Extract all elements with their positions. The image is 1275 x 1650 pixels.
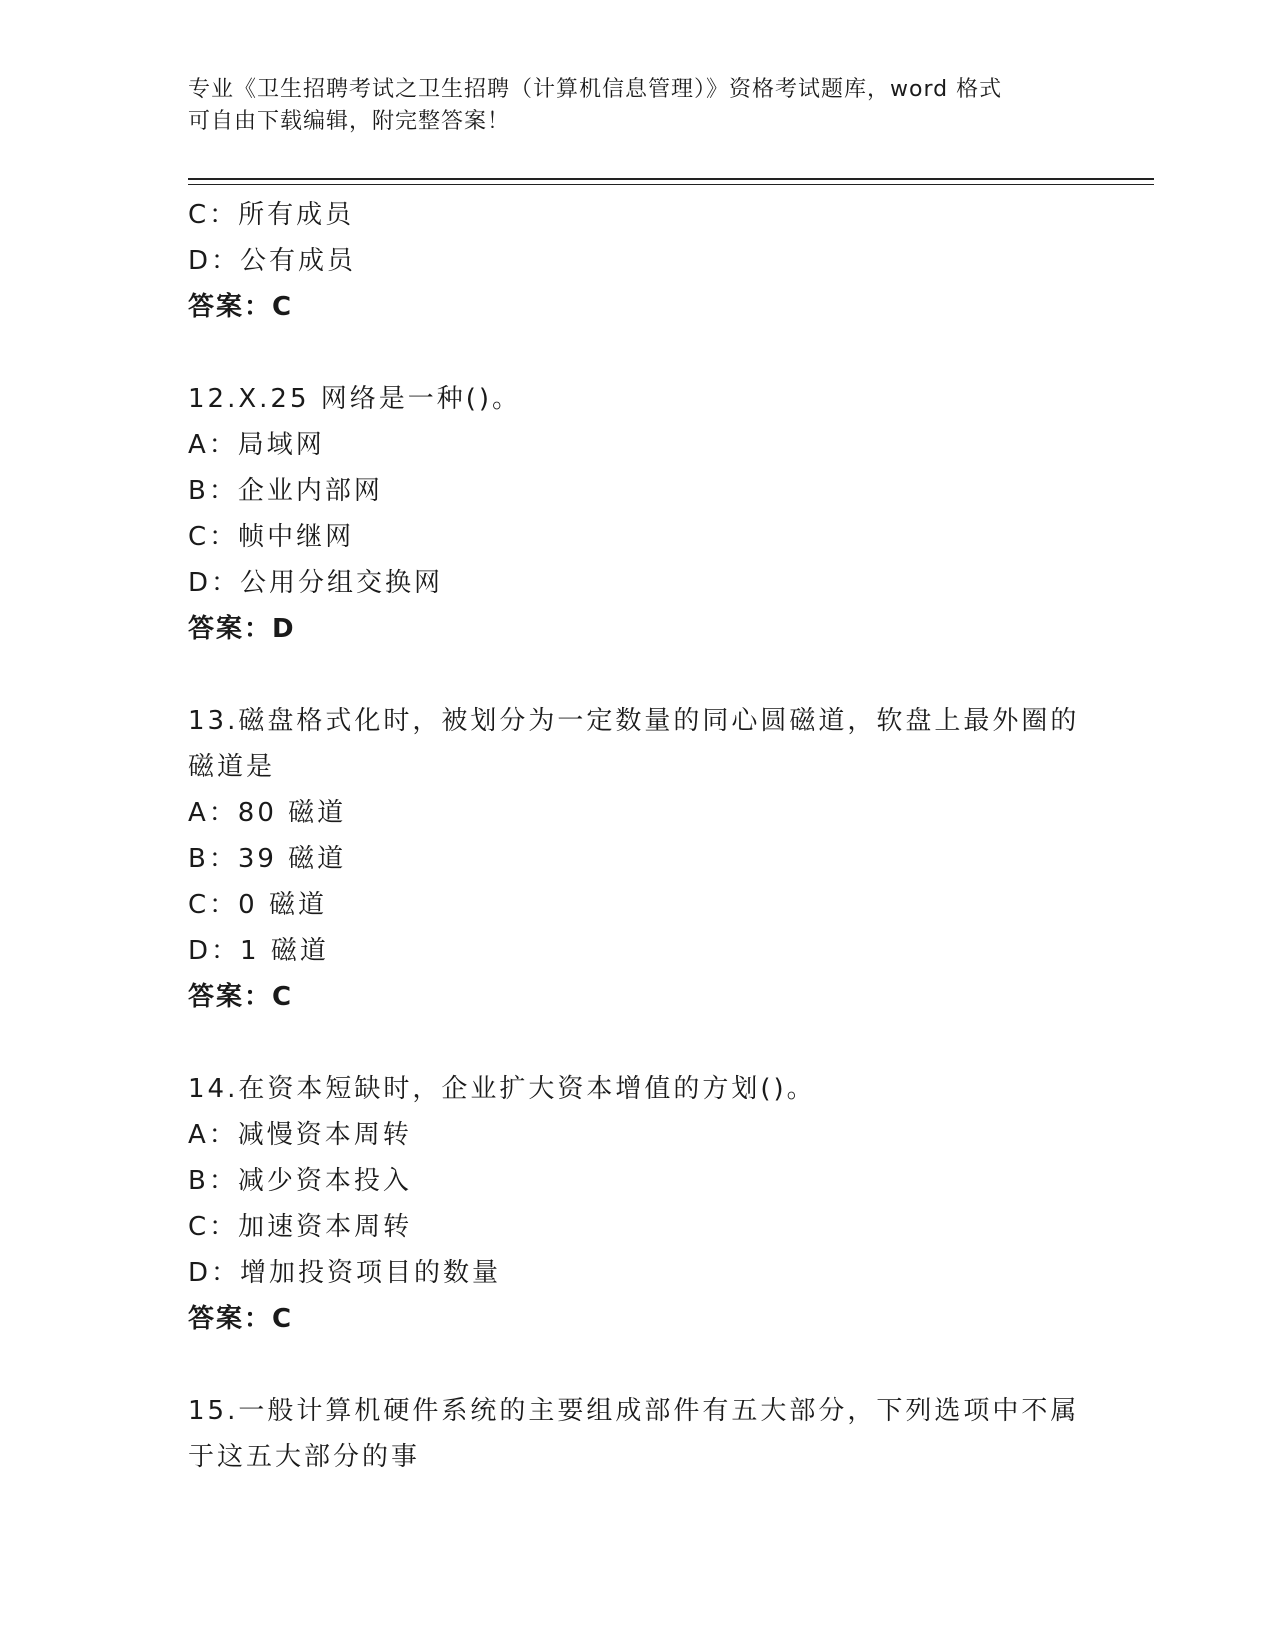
spacer xyxy=(188,652,1088,698)
header-rule-thick xyxy=(188,178,1154,180)
question-stem-line: 13.磁盘格式化时，被划分为一定数量的同心圆磁道，软盘上最外圈的 xyxy=(188,706,1080,736)
option-c: C：所有成员 xyxy=(188,200,355,230)
option-b: B：39 磁道 xyxy=(188,844,347,874)
question-stem-line: 14.在资本短缺时，企业扩大资本增值的方划()。 xyxy=(188,1074,816,1104)
answer-line: 答案：C xyxy=(188,292,294,322)
option-d: D：公用分组交换网 xyxy=(188,568,444,598)
question-stem xyxy=(188,1066,1088,1112)
option-a: A：80 磁道 xyxy=(188,798,347,828)
question-stem-line: 磁道是 xyxy=(188,752,276,782)
option-c: C：0 磁道 xyxy=(188,890,327,920)
option-d: D：增加投资项目的数量 xyxy=(188,1258,502,1288)
header-line-2: 可自由下载编辑，附完整答案！ xyxy=(188,109,511,134)
header-line-1: 专业《卫生招聘考试之卫生招聘（计算机信息管理）》资格考试题库，word 格式 xyxy=(188,77,1003,102)
option-b: B：减少资本投入 xyxy=(188,1166,412,1196)
option-a: A：局域网 xyxy=(188,430,325,460)
option-c: C：加速资本周转 xyxy=(188,1212,413,1242)
question-stem-line: 15.一般计算机硬件系统的主要组成部件有五大部分，下列选项中不属 xyxy=(188,1396,1080,1426)
option-a: A：减慢资本周转 xyxy=(188,1120,412,1150)
spacer xyxy=(188,1342,1088,1388)
spacer xyxy=(188,1020,1088,1066)
option-d: D：1 磁道 xyxy=(188,936,329,966)
document-header xyxy=(188,74,1088,138)
question-stem xyxy=(188,1388,1088,1480)
spacer xyxy=(188,330,1088,376)
answer-line: 答案：C xyxy=(188,1304,294,1334)
question-stem xyxy=(188,698,1088,790)
question-stem-line: 于这五大部分的事 xyxy=(188,1442,421,1472)
option-b: B：企业内部网 xyxy=(188,476,383,506)
answer-line: 答案：C xyxy=(188,982,294,1012)
answer-line: 答案：D xyxy=(188,614,296,644)
question-content xyxy=(188,192,1088,1480)
question-stem xyxy=(188,376,1088,422)
header-rule-thin xyxy=(188,184,1154,185)
option-c: C：帧中继网 xyxy=(188,522,355,552)
question-stem-line: 12.X.25 网络是一种()。 xyxy=(188,384,522,414)
option-d: D：公有成员 xyxy=(188,246,357,276)
